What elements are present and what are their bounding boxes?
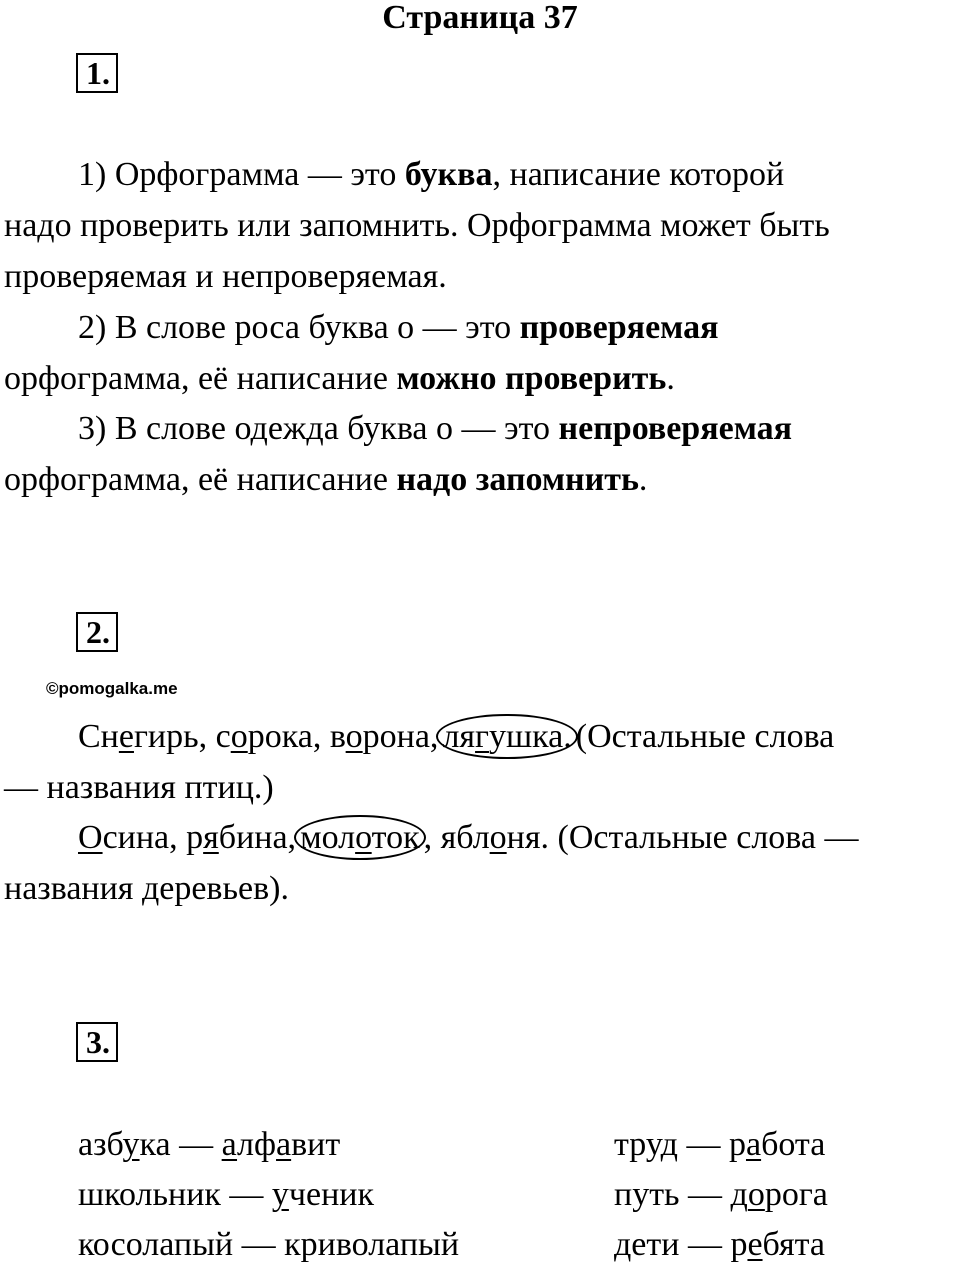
task-2-line-1: Снегирь, сорока, ворона, лягушка. (Остальные слова: [4, 711, 834, 762]
task-3-right-row-1: труд — работа: [614, 1126, 826, 1163]
task-3-left-row-2: школьник — ученик: [78, 1176, 375, 1213]
task-3-left-row-1: азбука — алфавит: [78, 1126, 341, 1163]
task-3-right-row-3: дети — ребята: [614, 1226, 826, 1263]
task-1-paragraph-2-line-1: 2) В слове роса буква о — это проверяемая: [78, 309, 719, 346]
task-2-line-3: Осина, рябина, молоток , яблоня. (Остальные слова —: [4, 812, 859, 863]
page-title: Страница 37: [382, 0, 578, 36]
task-3-left-row-3: косолапый — криволапый: [78, 1226, 460, 1263]
task-1-paragraph-3-line-2: орфограмма, её написание надо запомнить.: [4, 461, 648, 498]
task-1-number: 1.: [76, 53, 118, 93]
task-1-paragraph-1-line-3: проверяемая и непроверяемая.: [4, 258, 447, 295]
task-1-paragraph-3-line-1: 3) В слове одежда буква о — это непроверяемая: [78, 410, 793, 447]
task-1-paragraph-1-line-1: 1) Орфограмма — это буква, написание которой: [78, 156, 785, 193]
circled-word-frog: лягушка.: [436, 714, 577, 759]
task-1-paragraph-1-line-2: надо проверить или запомнить. Орфограмма может быть: [4, 207, 830, 244]
circled-word-hammer: молоток: [294, 815, 426, 860]
task-2-line-4: названия деревьев).: [4, 870, 289, 907]
task-2-number: 2.: [76, 612, 118, 652]
task-3-number: 3.: [76, 1022, 118, 1062]
task-3-right-row-2: путь — дорога: [614, 1176, 828, 1213]
watermark: ©pomogalka.me: [46, 679, 178, 698]
task-2-line-2: — названия птиц.): [4, 769, 274, 806]
task-1-paragraph-2-line-2: орфограмма, её написание можно проверить.: [4, 360, 675, 397]
